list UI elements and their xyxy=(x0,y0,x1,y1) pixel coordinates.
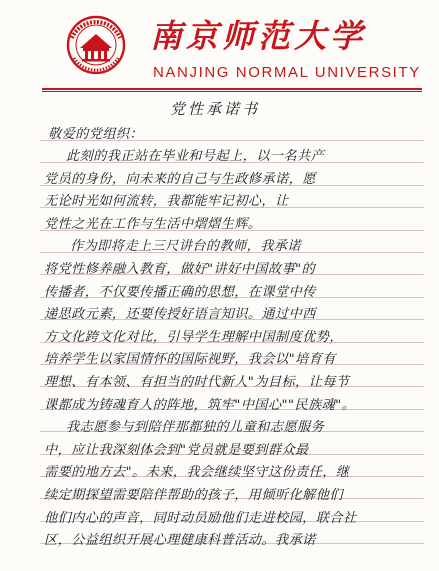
letter-line: 课都成为铸魂育人的阵地，筑牢"中国心""民族魂"。 xyxy=(44,397,356,413)
letter-line: 将党性修养融入教育，做好"讲好中国故事"的 xyxy=(44,262,316,277)
letter-line: 此刻的我正站在毕业和号起上，以一名共产 xyxy=(66,149,325,164)
letter-line: 培养学生以家国情怀的国际视野，我会以"培育有 xyxy=(44,352,336,368)
letter-line: 区，公益组织开展心理健康科普活动。我承诺 xyxy=(44,533,316,549)
letter-line: 作为即将走上三尺讲台的教师，我承诺 xyxy=(70,239,301,255)
letter-line: 需要的地方去"。未来，我会继续坚守这份责任，继 xyxy=(44,465,350,481)
letter-line: 党性之光在工作与生活中熠熠生辉。 xyxy=(44,216,262,232)
letter-line: 无论时光如何流转，我都能牢记初心，让 xyxy=(44,194,289,210)
salutation: 敬爱的党组织： xyxy=(48,127,144,142)
document-title: 党性承诺书 xyxy=(170,100,261,118)
letter-line: 我志愿参与到陪伴那都独的儿童和志愿服务 xyxy=(66,420,325,436)
letter-line: 续定期探望需要陪伴帮助的孩子，用倾听化解他们 xyxy=(44,488,343,503)
letter-line: 他们内心的声音，同时动员励他们走进校园，联合社 xyxy=(44,510,357,526)
letter-line: 传播者，不仅要传播正确的思想，在课堂中传 xyxy=(44,284,316,300)
letter-line: 党员的身份，向未来的自己与生政修承诺，愿 xyxy=(44,171,316,187)
letter-line: 中，应让我深刻体会到"党员就是要到群众最 xyxy=(44,442,309,458)
letter-line: 方文化跨文化对比，引导学生理解中国制度优势， xyxy=(44,329,343,345)
letter-line: 理想、有本领、有担当的时代新人"为目标，让每节 xyxy=(44,375,350,390)
letter-line: 递思政元素，还要传授好语言知识。通过中西 xyxy=(44,307,316,323)
university-name-cn: 南京师范大学 xyxy=(150,17,367,55)
university-name-en: NANJING NORMAL UNIVERSITY xyxy=(153,64,421,81)
